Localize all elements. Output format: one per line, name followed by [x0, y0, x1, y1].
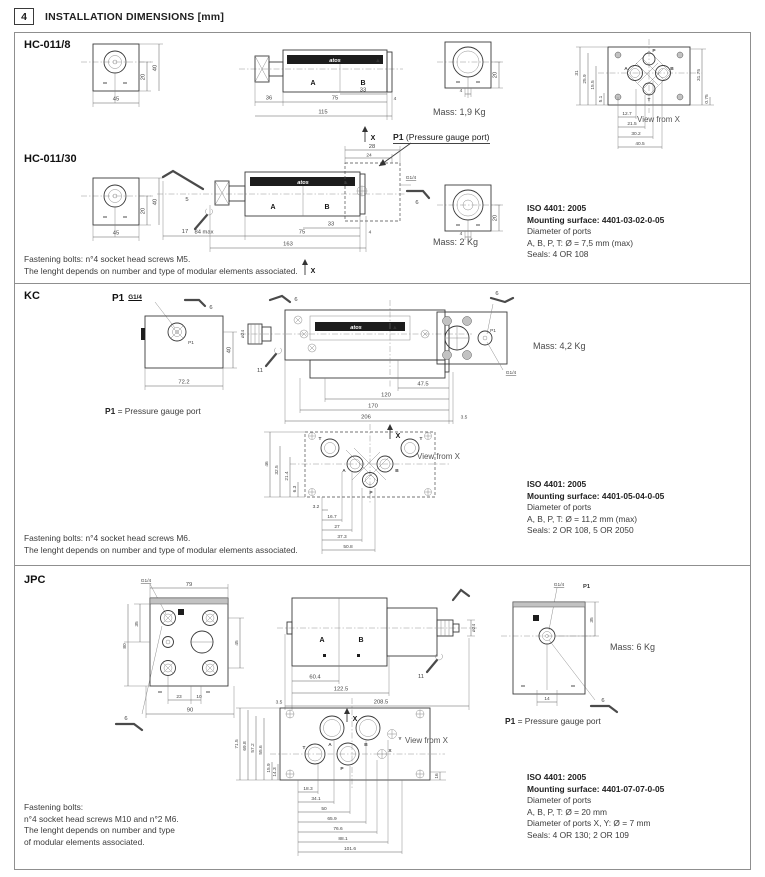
port-label: X [388, 749, 392, 754]
dimension-lines [460, 205, 503, 240]
port-label: B [360, 80, 366, 87]
dim-label: 40.5 [635, 142, 645, 147]
section-jpc [15, 566, 750, 869]
dimension-lines [93, 44, 163, 107]
iso-line: Mounting surface: 4401-03-02-0-05 [527, 214, 665, 225]
iso-line: Mounting surface: 4401-07-07-0-05 [527, 783, 665, 794]
iso-line: A, B, P, T: Ø = 20 mm [527, 806, 607, 817]
dim-label: 4 [459, 232, 463, 237]
brand-logo-mark: ▲ [343, 180, 349, 186]
dim-label: 14.3 [273, 767, 278, 777]
kc-top-view-drawing [125, 298, 255, 398]
fastening-note-kc [24, 533, 444, 556]
dim-label: 3.2 [312, 505, 320, 510]
gauge-thread-label: G1/4 [405, 176, 417, 181]
port-label: A [342, 469, 346, 474]
mass-note-kc: Mass: 4,2 Kg [533, 341, 586, 351]
iso-spec-hc [527, 203, 752, 261]
brand-logo: atos [329, 58, 341, 64]
p1-note-label: P1 [105, 406, 116, 416]
dim-label: 15.9 [267, 763, 272, 773]
iso-line: Mounting surface: 4401-05-04-0-05 [527, 490, 665, 501]
iso-line: ISO 4401: 2005 [527, 479, 587, 489]
dim-label: 71.5 [235, 739, 240, 749]
dim-label: 45 [112, 96, 120, 103]
port-label: T [318, 437, 322, 442]
port-label: P1 [490, 329, 496, 334]
dim-label: 45 [112, 230, 120, 237]
dimension-lines [93, 178, 163, 241]
iso-line: Seals: 4 OR 108 [527, 249, 589, 260]
hex-key-icon [591, 706, 617, 712]
dim-label: 31.75 [697, 68, 702, 82]
port-label: B [395, 469, 399, 474]
page-header [14, 8, 224, 25]
page-title: INSTALLATION DIMENSIONS [mm] [45, 10, 225, 23]
view-from-x-label: View from X [405, 736, 448, 745]
gauge-thread-label: G1/4 [128, 294, 142, 301]
fastening-line: The lenght depends on number and type of modular elements associated. [24, 265, 298, 276]
dim-label: 80 [123, 643, 128, 649]
section-x-label: X [370, 135, 376, 142]
dim-label: 12.7 [622, 112, 632, 117]
dim-label: 23 [176, 695, 182, 700]
brand-logo-mark: ▲ [392, 325, 398, 331]
port-label: P1 [188, 341, 194, 346]
p1-callout-text: (Pressure gauge port) [405, 132, 490, 142]
section-x-label: X [310, 268, 316, 275]
view-from-x-label: View from X [417, 452, 460, 461]
port-label: P [340, 767, 344, 772]
port-label: A [310, 80, 316, 87]
dim-label: 40 [152, 64, 159, 72]
port-label: T [419, 437, 423, 442]
iso-line: Diameter of ports [527, 502, 592, 513]
dim-label: 31 [575, 70, 580, 76]
fastening-line: Fastening bolts: n°4 socket head screws M5. [24, 254, 191, 264]
dim-label: 101.6 [343, 847, 357, 852]
dim-label: 36 [265, 95, 273, 102]
gauge-thread-label: G1/4 [553, 583, 565, 588]
iso-line: Seals: 4 OR 130; 2 OR 109 [527, 829, 629, 840]
port-label: B [670, 67, 674, 72]
hex-key-icon [185, 300, 205, 306]
diameter-label: ø24 [472, 623, 477, 633]
dim-label: 24 [366, 153, 372, 159]
iso-line: A, B, P, T: Ø = 7,5 mm (max) [527, 237, 634, 248]
dim-label: 45 [235, 640, 240, 646]
dim-label: 75 [298, 229, 306, 236]
wrench-size-label: 11 [256, 368, 264, 374]
dim-label: 46 [265, 461, 270, 467]
p1-note-kc [105, 406, 201, 418]
port-label: A [319, 637, 325, 644]
iso-line: ISO 4401: 2005 [527, 203, 587, 213]
dim-label: 122.5 [333, 686, 349, 693]
dim-label: 10 [196, 695, 202, 700]
fastening-note-jpc [24, 802, 324, 848]
dim-label: 115 [318, 109, 328, 116]
iso-line: Diameter of ports [527, 226, 592, 237]
dim-label: 50 [321, 807, 327, 812]
dim-label: 72.2 [178, 379, 190, 386]
dim-label: 25.9 [583, 74, 588, 84]
p1-note-label: P1 [505, 716, 516, 726]
section-kc [15, 284, 750, 566]
p1-label: P1 [583, 584, 591, 590]
hex-size-label: 6 [495, 291, 499, 297]
dim-label: 208.5 [373, 699, 389, 706]
hex-size-label: 6 [294, 297, 298, 303]
dim-label: 30.2 [631, 132, 641, 137]
fastening-line: The lenght depends on number and type [24, 825, 175, 836]
iso-line: Diameter of ports [527, 795, 592, 806]
gauge-thread-label: G1/4 [505, 371, 517, 376]
iso-line: A, B, P, T: Ø = 11,2 mm (max) [527, 513, 638, 524]
dim-label: 33 [359, 87, 367, 94]
port-label: A [328, 743, 332, 748]
p1-note-text: = Pressure gauge port [117, 406, 201, 416]
model-title-jpc: JPC [24, 574, 46, 586]
lever-size-label: 5 [185, 197, 189, 203]
wrench-icon [453, 590, 469, 600]
section-arrow-x [362, 126, 376, 142]
port-label: B [324, 204, 330, 211]
p1-note-text: = Pressure gauge port [517, 716, 601, 726]
dim-label: 35 [135, 621, 140, 627]
iso-line: ISO 4401: 2005 [527, 772, 587, 782]
dim-label: 120 [381, 392, 391, 399]
dim-label: 55.6 [259, 745, 264, 755]
drawing-sheet [14, 32, 751, 870]
hex-size-label: 6 [124, 716, 128, 722]
port-label: Y [398, 737, 402, 742]
diameter-label: ø24 [241, 329, 246, 339]
port-label: T [302, 746, 306, 751]
dim-label: 3.5 [460, 415, 468, 421]
wrench-icon [266, 347, 282, 366]
dim-label: 20 [140, 207, 147, 215]
fastening-line: Fastening bolts: n°4 socket head screws M6. [24, 533, 191, 543]
hc8-end-view-drawing [73, 37, 183, 125]
p1-label: P1 [112, 293, 125, 304]
dim-label: 15.5 [591, 80, 596, 90]
hc8-port-face-drawing [425, 36, 525, 108]
p1-note-jpc [505, 716, 601, 728]
gauge-thread-label: G1/4 [140, 579, 152, 584]
model-title-kc: KC [24, 290, 40, 302]
dim-label: 32.5 [275, 465, 280, 475]
mass-note-jpc: Mass: 6 Kg [610, 642, 656, 652]
dim-label: 40 [226, 346, 233, 354]
dim-label: 69.8 [243, 741, 248, 751]
hex-size-label: 6 [601, 698, 605, 704]
iso-spec-jpc [527, 772, 752, 842]
section-hc011 [15, 33, 750, 284]
hex-size-label: 6 [209, 305, 213, 311]
port-label: A [270, 204, 276, 211]
port-holes [161, 611, 218, 676]
dim-label: 65.9 [327, 817, 337, 822]
section-x-label: X [395, 433, 401, 440]
fastening-line: The lenght depends on number and type of modular elements associated. [24, 544, 298, 555]
dim-label: 75 [331, 95, 339, 102]
dim-label: 47.5 [417, 381, 429, 388]
port-label: P [652, 49, 656, 54]
dim-label: 14 [544, 697, 550, 702]
brand-logo: atos [350, 325, 362, 331]
wrench-size-label: 11 [417, 674, 425, 680]
dim-label: 16 [435, 773, 440, 779]
dimension-lines [255, 82, 397, 120]
p1-callout-label: P1 [393, 132, 404, 142]
dim-label: 33 [327, 221, 335, 228]
dim-label: 34.1 [311, 797, 321, 802]
iso-line: Seals: 2 OR 108, 5 OR 2050 [527, 525, 634, 536]
model-title-hc30: HC-011/30 [24, 153, 77, 165]
wrench-size-label: 17 [181, 229, 189, 235]
hex-key-icon [116, 724, 142, 730]
dim-label: 28 [368, 144, 376, 150]
fastening-line: of modular elements associated. [24, 836, 145, 847]
dim-label: 50.8 [343, 545, 353, 550]
dimension-lines [460, 62, 503, 97]
dim-label: 4 [368, 230, 372, 236]
section-x-label: X [352, 716, 358, 723]
dim-label: 79 [185, 582, 193, 588]
iso-spec-kc [527, 479, 752, 537]
hex-key-icon [491, 298, 513, 302]
dim-label: 163 [283, 241, 293, 248]
dim-label: 0.75 [705, 94, 710, 104]
model-title-hc8: HC-011/8 [24, 39, 71, 51]
dim-label: 88.1 [338, 837, 348, 842]
port-label: P [369, 491, 373, 496]
dim-label: 20 [492, 71, 499, 79]
port-label: B [364, 743, 368, 748]
fastening-note-hc [24, 254, 444, 277]
port-label: B [358, 637, 364, 644]
dim-label: 60.4 [309, 674, 321, 681]
brand-logo: atos [297, 180, 309, 186]
dim-label: 90 [186, 707, 194, 714]
dim-label: 206 [361, 414, 371, 421]
fastening-line: Fastening bolts: [24, 802, 84, 812]
bolt-holes [286, 710, 424, 778]
p1-arrow [379, 143, 411, 166]
jpc-end-view-drawing [495, 578, 635, 728]
dim-label: 6.3 [293, 485, 298, 493]
dim-label: 5.1 [599, 95, 604, 103]
mass-note-hc30: Mass: 2 Kg [433, 237, 479, 247]
iso-line: Diameter of ports X, Y: Ø = 7 mm [527, 818, 651, 829]
dim-label: 37.3 [337, 535, 347, 540]
dim-label: 18.3 [303, 787, 313, 792]
port-label: T [647, 98, 651, 103]
dim-label: 3.5 [275, 700, 283, 706]
view-from-x-label: View from X [637, 115, 680, 124]
dim-label: 40 [152, 198, 159, 206]
dim-label: 27 [334, 525, 340, 530]
dim-label: 20 [140, 73, 147, 81]
hex-key-icon [270, 296, 290, 302]
section-number-box: 4 [14, 8, 34, 25]
dim-label: 76.6 [333, 827, 343, 832]
dim-label: 57.2 [251, 743, 256, 753]
dim-label: 21.4 [285, 471, 290, 481]
dim-label: 170 [368, 403, 378, 410]
dim-label: 21.5 [627, 122, 637, 127]
kc-end-face-drawing [427, 291, 542, 379]
dim-label: 16.7 [327, 515, 337, 520]
fastening-line: n°4 socket head screws M10 and n°2 M6. [24, 813, 179, 824]
dimension-lines [163, 144, 400, 252]
hc-view-from-x-drawing [550, 33, 750, 153]
dim-label: 4 [459, 89, 463, 94]
hex-size-label: 6 [415, 200, 419, 206]
port-label: A [624, 67, 628, 72]
dim-label: 20 [492, 214, 499, 222]
brand-logo-mark: ▲ [375, 58, 381, 64]
dim-label: 4 [393, 97, 397, 102]
mass-note-hc8: Mass: 1,9 Kg [433, 107, 486, 117]
dim-label: 35 [590, 617, 595, 623]
dim-label: 84 max [194, 229, 214, 236]
